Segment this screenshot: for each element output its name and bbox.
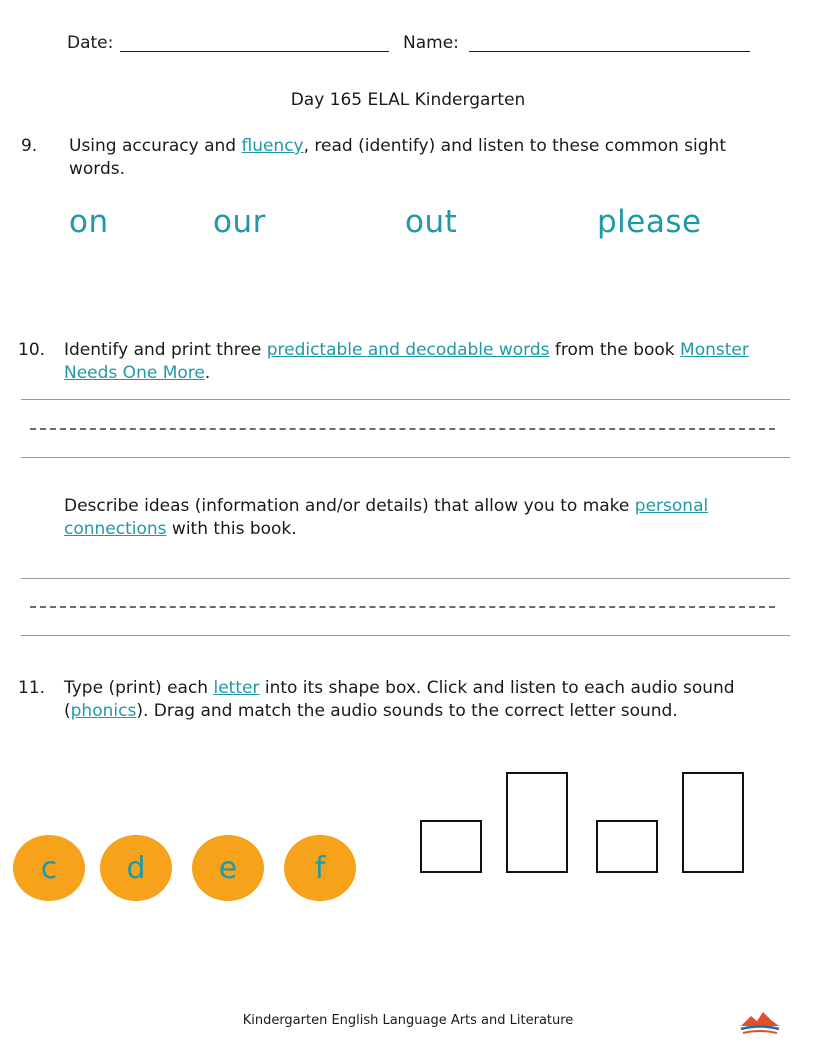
letter-link[interactable]: letter (213, 678, 260, 698)
audio-circle-d[interactable]: d (100, 835, 172, 901)
sight-word-please[interactable]: please (597, 204, 702, 240)
date-input-line[interactable] (120, 51, 389, 52)
question-10-text (64, 339, 794, 385)
question-10-text-part: . (204, 363, 211, 383)
writing-line-dashed (30, 428, 775, 430)
question-9-text (69, 135, 769, 181)
writing-line-dashed (30, 606, 775, 608)
describe-text-part: with this book. (166, 519, 297, 539)
question-10-number: 10. (18, 340, 46, 360)
sight-word-our[interactable]: our (213, 204, 266, 240)
question-11-text-part: ). Drag and match the audio sounds to the correct letter sound. (136, 701, 678, 721)
audio-circle-e[interactable]: e (192, 835, 264, 901)
book-title-link[interactable]: Needs One More (64, 363, 205, 383)
question-10-text-part: from the book (549, 340, 681, 360)
question-9-number: 9. (21, 136, 38, 156)
letter-shape-box-tall[interactable] (682, 772, 744, 873)
date-label: Date: (67, 33, 114, 53)
predictable-decodable-words-link[interactable]: predictable and decodable words (266, 340, 550, 360)
question-10-text-part: Identify and print three (64, 340, 267, 360)
fluency-link[interactable]: fluency (241, 136, 304, 156)
footer-text: Kindergarten English Language Arts and Literature (242, 1013, 574, 1028)
personal-connections-link[interactable]: connections (64, 519, 167, 539)
publisher-logo-icon (739, 1008, 781, 1036)
page-title: Day 165 ELAL Kindergarten (290, 90, 526, 110)
name-input-line[interactable] (469, 51, 750, 52)
sight-word-on[interactable]: on (69, 204, 109, 240)
question-11-number: 11. (18, 678, 46, 698)
letter-shape-box-tall[interactable] (506, 772, 568, 873)
describe-text-part: Describe ideas (information and/or details) that allow you to make (64, 496, 635, 516)
question-11-text-part: into its shape box. Click and listen to each audio sound (259, 678, 735, 698)
writing-line-top (21, 399, 790, 400)
sight-word-out[interactable]: out (405, 204, 458, 240)
writing-line-bottom (21, 635, 790, 636)
writing-line-top (21, 578, 790, 579)
question-11-text-part: Type (print) each (64, 678, 214, 698)
name-label: Name: (403, 33, 459, 53)
audio-circle-f[interactable]: f (284, 835, 356, 901)
writing-line-bottom (21, 457, 790, 458)
letter-shape-box-short[interactable] (596, 820, 658, 873)
question-9-text-part: words. (69, 159, 126, 179)
book-title-link[interactable]: Monster (680, 340, 749, 360)
question-9-text-part: Using accuracy and (69, 136, 242, 156)
audio-circle-c[interactable]: c (13, 835, 85, 901)
question-11-text (64, 677, 794, 723)
question-9-text-part: , read (identify) and listen to these common sight (303, 136, 726, 156)
question-11-text-part: ( (64, 701, 71, 721)
letter-shape-box-short[interactable] (420, 820, 482, 873)
personal-connections-prompt (64, 495, 794, 541)
phonics-link[interactable]: phonics (70, 701, 137, 721)
personal-connections-link[interactable]: personal (634, 496, 709, 516)
